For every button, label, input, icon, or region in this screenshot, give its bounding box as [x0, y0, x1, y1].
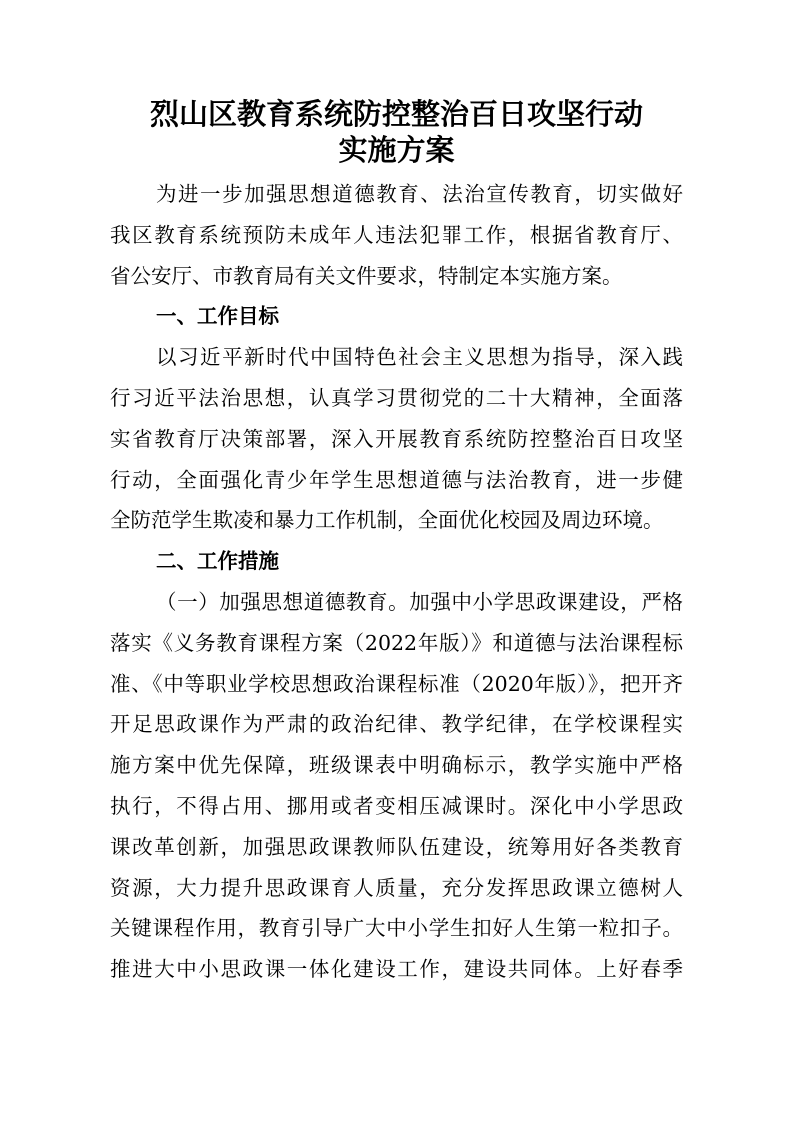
title-line-1: 烈山区教育系统防控整治百日攻坚行动 [149, 97, 643, 131]
document-body [110, 174, 683, 990]
section-1-line: 行习近平法治思想，认真学习贯彻党的二十大精神，全面落 [110, 385, 683, 410]
section-2-heading: 二、工作措施 [156, 549, 279, 574]
section-2-line: 关键课程作用，教育引导广大中小学生扣好人生第一粒扣子。 [110, 916, 683, 941]
section-1-line: 行动，全面强化青少年学生思想道德与法治教育，进一步健 [110, 467, 683, 492]
section-1-line: 以习近平新时代中国特色社会主义思想为指导，深入践 [156, 345, 683, 370]
section-2-line: （一）加强思想道德教育。加强中小学思政课建设，严格 [156, 589, 683, 614]
section-2-line: 推进大中小思政课一体化建设工作，建设共同体。上好春季 [110, 957, 683, 982]
section-2-line: 资源，大力提升思政课育人质量，充分发挥思政课立德树人 [110, 875, 683, 900]
section-2-line: 落实《义务教育课程方案（2022年版）》和道德与法治课程标 [110, 630, 683, 655]
document-title [110, 96, 683, 168]
intro-line: 省公安厅、市教育局有关文件要求，特制定本实施方案。 [110, 263, 623, 288]
intro-line: 我区教育系统预防未成年人违法犯罪工作，根据省教育厅、 [110, 222, 683, 247]
section-1-line: 实省教育厅决策部署，深入开展教育系统防控整治百日攻坚 [110, 426, 683, 451]
intro-line: 为进一步加强思想道德教育、法治宣传教育，切实做好 [156, 182, 683, 206]
section-1-line: 全防范学生欺凌和暴力工作机制，全面优化校园及周边环境。 [110, 508, 664, 533]
section-2-line: 施方案中优先保障，班级课表中明确标示，教学实施中严格 [110, 753, 683, 778]
section-2-line: 课改革创新，加强思政课教师队伍建设，统筹用好各类教育 [110, 834, 683, 859]
section-2-line: 执行，不得占用、挪用或者变相压减课时。深化中小学思政 [110, 793, 683, 818]
section-2-line: 准、《中等职业学校思想政治课程标准（2020年版）》，把开齐 [110, 671, 683, 696]
section-2-line: 开足思政课作为严肃的政治纪律、教学纪律，在学校课程实 [110, 712, 683, 737]
title-line-2: 实施方案 [338, 133, 455, 167]
section-1-heading: 一、工作目标 [156, 304, 279, 329]
